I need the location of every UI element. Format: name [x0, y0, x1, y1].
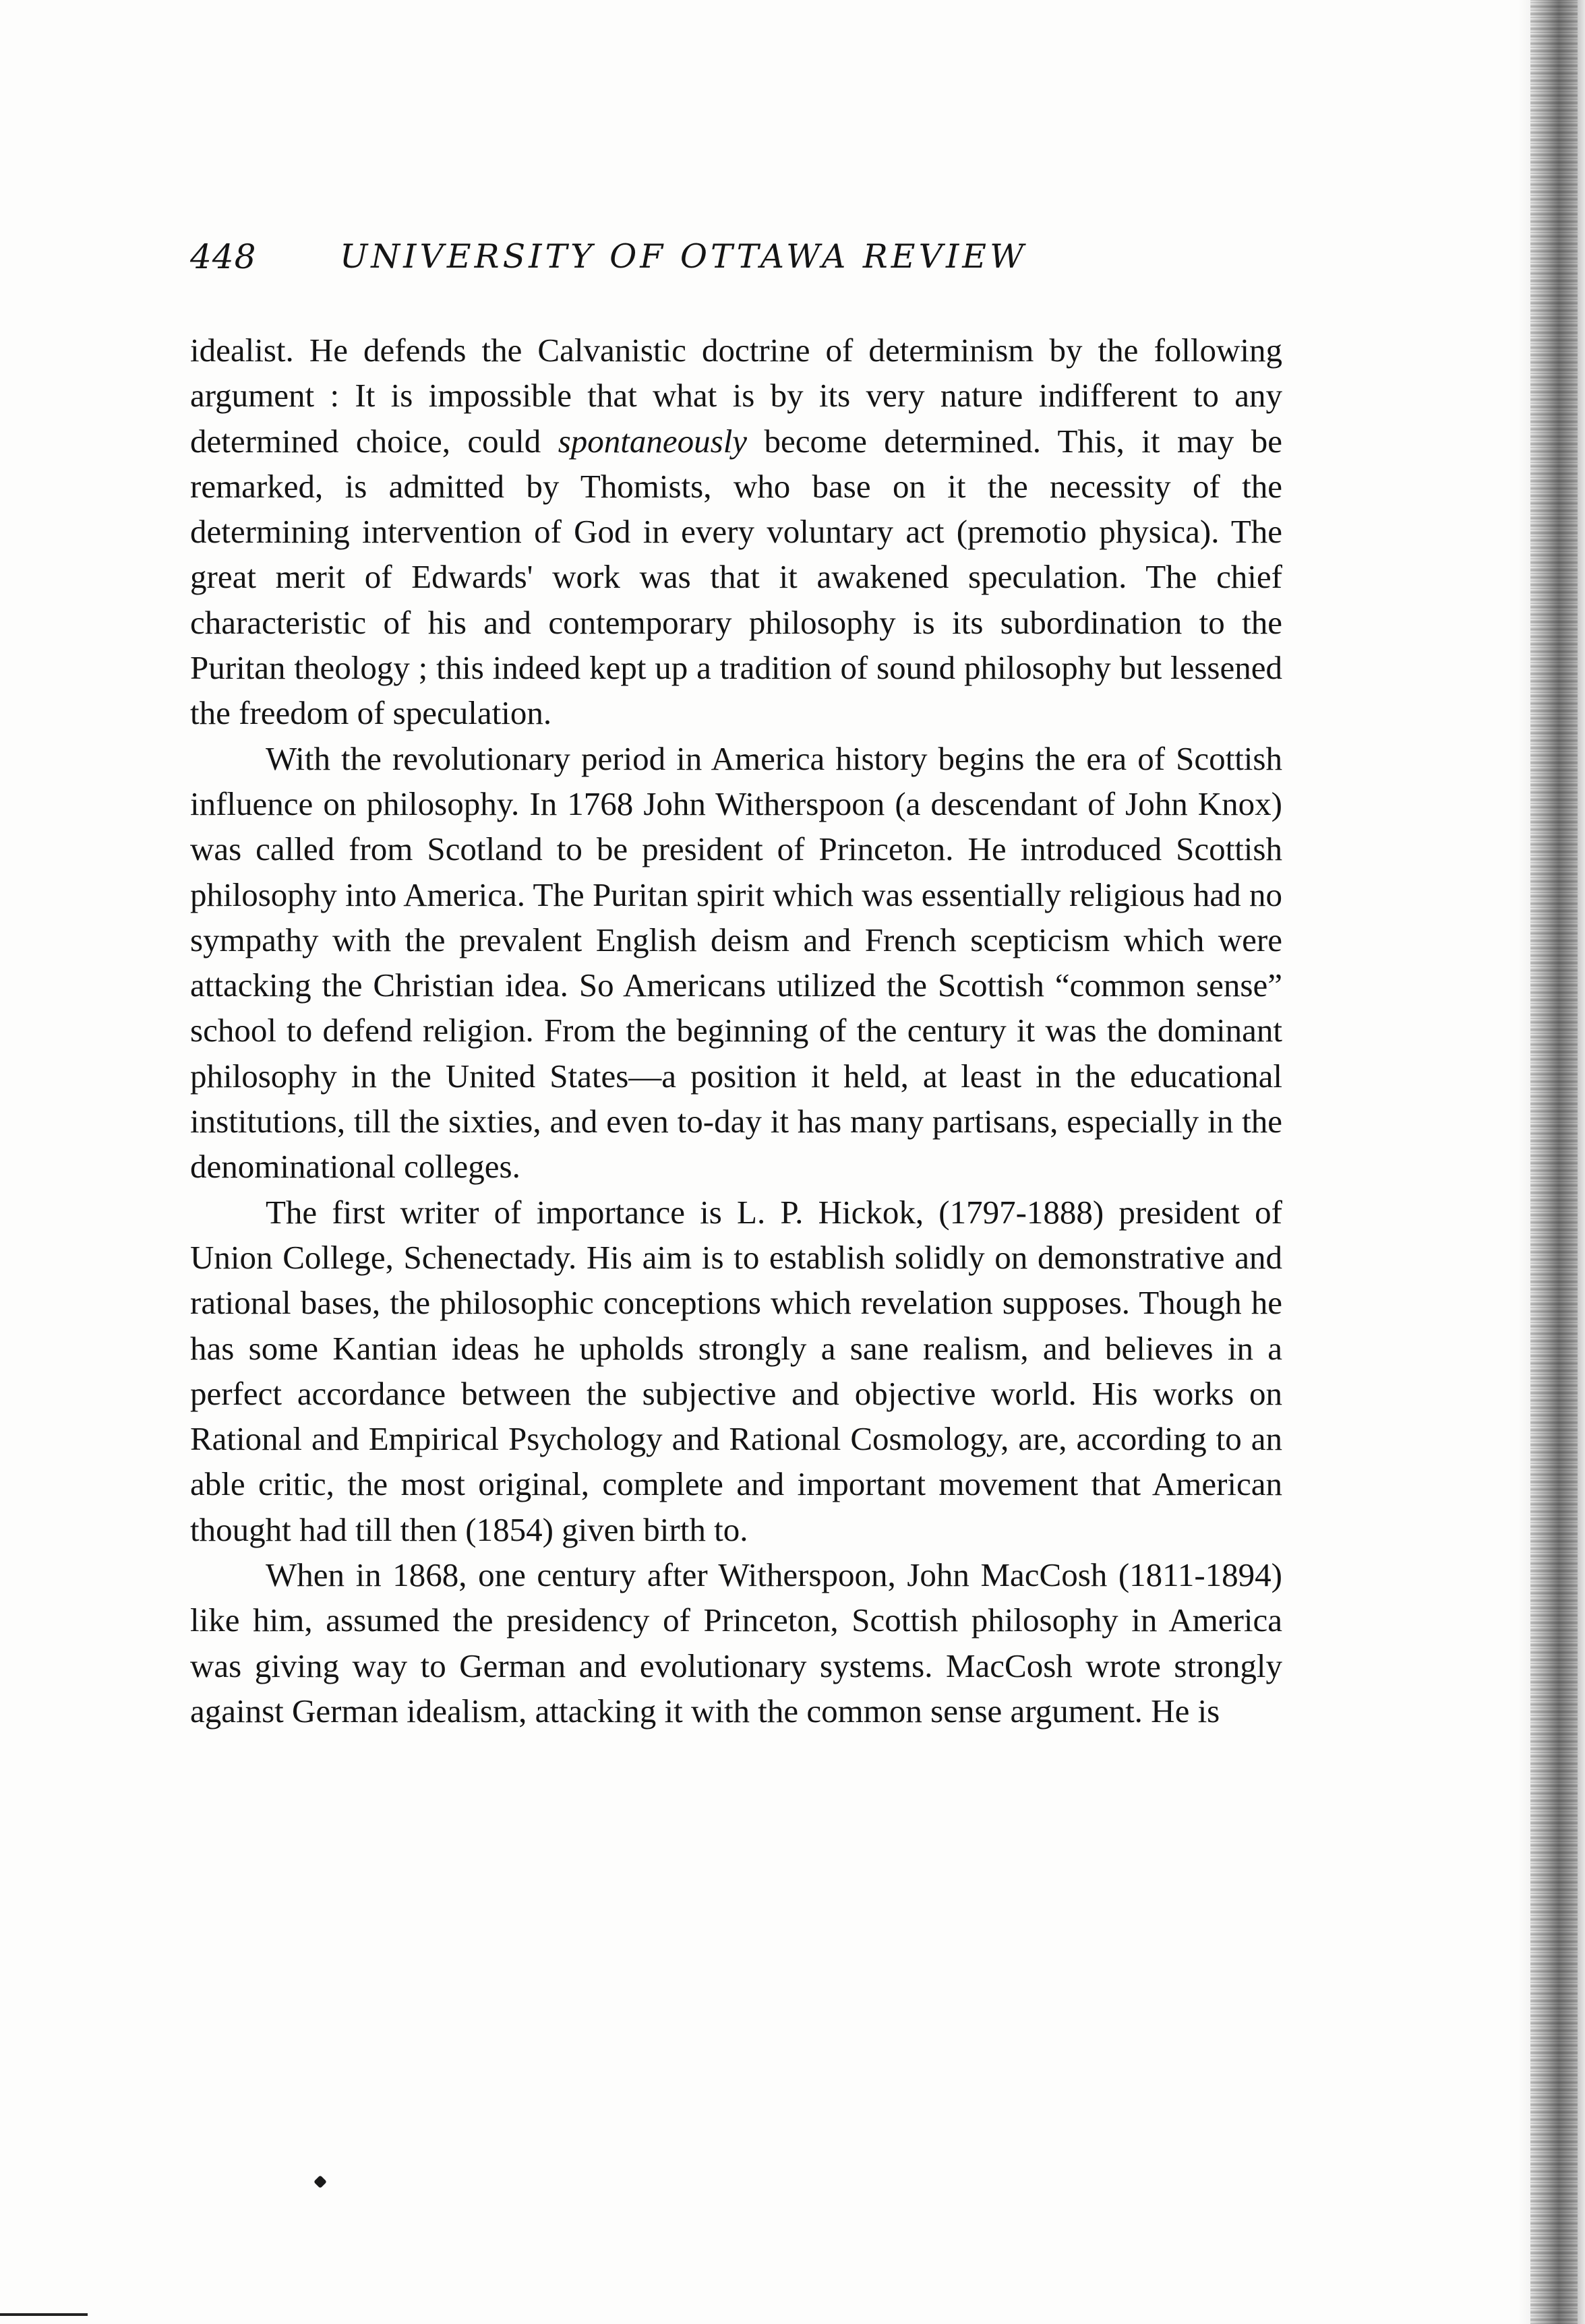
paragraph-2: With the revolutionary period in America history begins the era of Scottish influence on philosophy. In 1768 John Witherspoon (a descendant of John Knox) was called from Scotland to be president of Princeton. He introduced Scottish philosophy into America. The Puritan spirit which was essentially religious had no sympathy with the prevalent English deism and French scepticism which were attacking the Christian idea. So Americans utilized the Scottish “common sense” school to defend religion. From the beginning of the century it was the dominant philosophy in the United States—a position it held, at least in the educational institutions, till the sixties, and even to-day it has many partisans, especially in the denominational colleges. [190, 739, 1282, 1186]
paragraph-1-end: become determined. This, it may be remarked, is admitted by Thomists, who base on it the necessity of the determining intervention of God in every voluntary act (premotio physica). The great merit of Edwards' work was that it awakened speculation. The chief characteristic of his and contemporary philosophy is its subordination to the Puritan theology ; this indeed kept up a tradition of sound philosophy but lessened the freedom of speculation. [190, 422, 1282, 732]
paragraph-1 [190, 328, 1282, 736]
page-edge-texture [1530, 0, 1578, 2324]
running-title: UNIVERSITY OF OTTAWA REVIEW [340, 237, 1027, 276]
paragraph-3: The first writer of importance is L. P. Hickok, (1797-1888) president of Union College, Schenectady. His aim is to establish solidly on demonstrative and rational bases, the philosophic conceptions which revelation supposes. Though he has some Kantian ideas he upholds strongly a sane realism, and believes in a perfect accordance between the subjective and objective world. His works on Rational and Empirical Psychology and Rational Cosmology, are, according to an able critic, the most original, complete and important movement that American thought had till then (1854) given birth to. [190, 1193, 1282, 1548]
body-text [190, 328, 1282, 1734]
page-header [190, 237, 1269, 291]
paragraph-4: When in 1868, one century after Witherspoon, John MacCosh (1811-1894) like him, assumed the presidency of Princeton, Scottish philosophy in America was giving way to German and evolutionary systems. MacCosh wrote strongly against German idealism, attacking it with the common sense argument. He is [190, 1556, 1282, 1730]
page-number: 448 [190, 237, 257, 276]
paragraph-1-start: idealist. He defends the Calvanistic doctrine of determinism by the following argument : It is impossible that what is by its very nature indifferent to any determined choice, could [190, 332, 1282, 460]
stray-mark [313, 2175, 327, 2189]
bottom-edge-rule [0, 2313, 88, 2316]
emphasis-spontaneously: spontaneously [558, 422, 748, 460]
